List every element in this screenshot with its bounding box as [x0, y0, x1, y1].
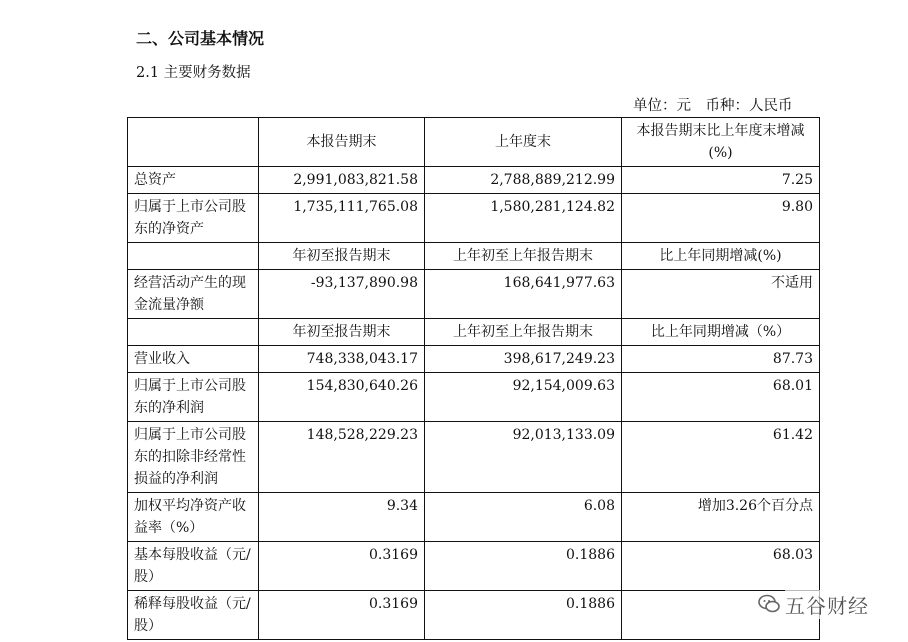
table-row — [128, 493, 820, 542]
cell-change: 9.80 — [622, 194, 820, 243]
cell-current: 0.3169 — [259, 591, 425, 640]
watermark-text: 五谷财经 — [785, 590, 869, 619]
cell-prior: 1,580,281,124.82 — [425, 194, 622, 243]
cell-current: 1,735,111,765.08 — [259, 194, 425, 243]
table-row — [128, 542, 820, 591]
header-blank-cell — [128, 243, 259, 270]
cell-change: 不适用 — [622, 270, 820, 319]
cell-prior: 92,013,133.09 — [425, 422, 622, 493]
subsection-title: 2.1 主要财务数据 — [136, 65, 251, 81]
cell-change: 61.42 — [622, 422, 820, 493]
header-ytd: 年初至报告期末 — [259, 243, 425, 270]
cell-prior: 6.08 — [425, 493, 622, 542]
table-row — [128, 167, 820, 194]
wechat-logo-icon — [757, 592, 781, 616]
financial-data-table — [127, 117, 820, 640]
section-title: 二、公司基本情况 — [136, 29, 265, 48]
table-row — [128, 270, 820, 319]
header-yoy-change: 比上年同期增减（%） — [622, 319, 820, 346]
table-row — [128, 591, 820, 640]
row-label: 归属于上市公司股东的净利润 — [128, 373, 259, 422]
table-subheader-row — [128, 243, 820, 270]
header-prior-year-end: 上年度末 — [425, 118, 622, 167]
header-yoy-change: 比上年同期增减(%) — [622, 243, 820, 270]
header-blank-cell — [128, 118, 259, 167]
cell-current: 748,338,043.17 — [259, 346, 425, 373]
cell-current: 0.3169 — [259, 542, 425, 591]
header-ytd: 年初至报告期末 — [259, 319, 425, 346]
table-subheader-row — [128, 319, 820, 346]
cell-prior: 92,154,009.63 — [425, 373, 622, 422]
table-row — [128, 422, 820, 493]
cell-current: -93,137,890.98 — [259, 270, 425, 319]
cell-current: 2,991,083,821.58 — [259, 167, 425, 194]
cell-change: 68.03 — [622, 542, 820, 591]
table-row — [128, 194, 820, 243]
watermark — [757, 590, 881, 618]
row-label: 经营活动产生的现金流量净额 — [128, 270, 259, 319]
table-row — [128, 373, 820, 422]
unit-currency-line: 单位：元 币种：人民币 — [633, 98, 793, 114]
header-blank-cell — [128, 319, 259, 346]
cell-current: 148,528,229.23 — [259, 422, 425, 493]
row-label: 基本每股收益（元/股） — [128, 542, 259, 591]
table-header-row — [128, 118, 820, 167]
cell-current: 9.34 — [259, 493, 425, 542]
cell-prior: 0.1886 — [425, 542, 622, 591]
cell-prior: 2,788,889,212.99 — [425, 167, 622, 194]
header-prior-ytd: 上年初至上年报告期末 — [425, 319, 622, 346]
row-label: 营业收入 — [128, 346, 259, 373]
row-label: 归属于上市公司股东的扣除非经常性损益的净利润 — [128, 422, 259, 493]
row-label: 总资产 — [128, 167, 259, 194]
cell-prior: 0.1886 — [425, 591, 622, 640]
cell-change: 增加3.26个百分点 — [622, 493, 820, 542]
cell-prior: 168,641,977.63 — [425, 270, 622, 319]
table-row — [128, 346, 820, 373]
row-label: 加权平均净资产收益率（%） — [128, 493, 259, 542]
cell-change: 7.25 — [622, 167, 820, 194]
header-change-percent: 本报告期末比上年度末增减(%) — [622, 118, 820, 167]
cell-current: 154,830,640.26 — [259, 373, 425, 422]
cell-change: 68.01 — [622, 373, 820, 422]
header-current-period-end: 本报告期末 — [259, 118, 425, 167]
header-prior-ytd: 上年初至上年报告期末 — [425, 243, 622, 270]
cell-prior: 398,617,249.23 — [425, 346, 622, 373]
row-label: 稀释每股收益（元/股） — [128, 591, 259, 640]
row-label: 归属于上市公司股东的净资产 — [128, 194, 259, 243]
cell-change: 87.73 — [622, 346, 820, 373]
